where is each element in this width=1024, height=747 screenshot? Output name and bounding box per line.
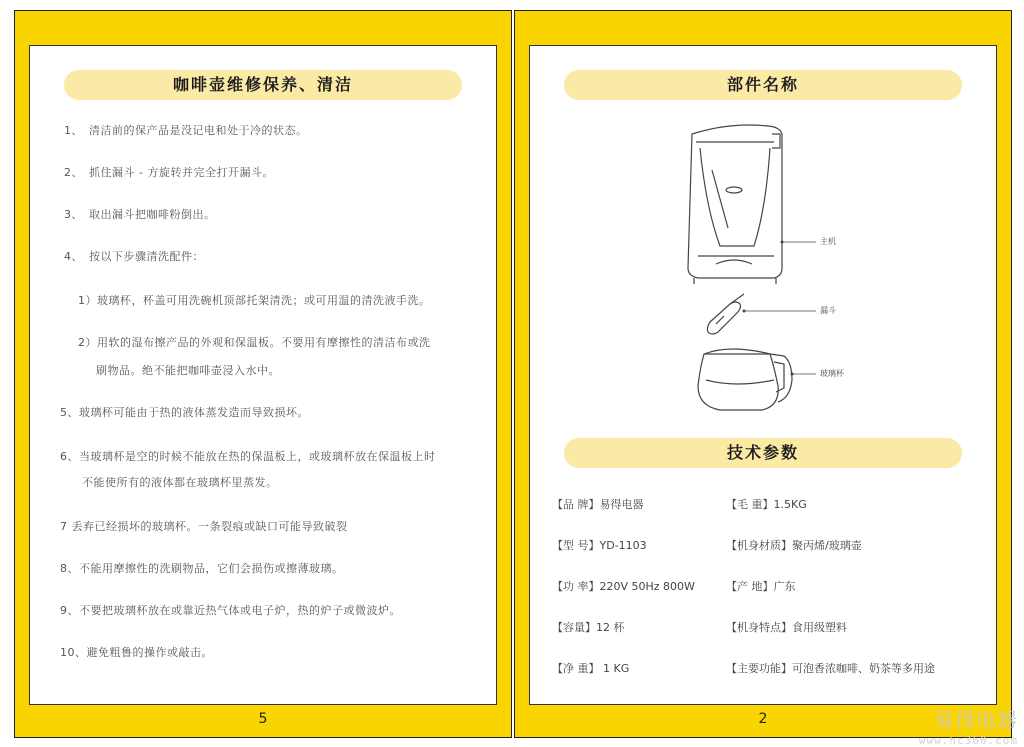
- callout-funnel: 漏斗: [820, 306, 836, 315]
- spec-net-weight: 【净 重】 1 KG: [552, 662, 630, 675]
- list-item: 8、不能用摩擦性的洗刷物品，它们会损伤或擦薄玻璃。: [60, 562, 344, 575]
- list-item: 2）用软的湿布擦产品的外观和保温板。不要用有摩擦性的清洁布或洗: [78, 336, 431, 349]
- spec-capacity: 【容量】12 杯: [552, 621, 625, 634]
- page-number: 5: [258, 711, 268, 727]
- spec-power: 【功 率】220V 50Hz 800W: [552, 580, 695, 593]
- spec-material: 【机身材质】聚丙烯/玻璃壶: [726, 539, 862, 552]
- left-page-content: [29, 45, 497, 705]
- left-page: [14, 10, 512, 738]
- list-item: 6、当玻璃杯是空的时候不能放在热的保温板上，或玻璃杯放在保温板上时: [60, 450, 436, 463]
- list-item: 3、 取出漏斗把咖啡粉倒出。: [64, 208, 216, 221]
- spec-features: 【机身特点】食用级塑料: [726, 621, 847, 634]
- spec-gross-weight: 【毛 重】1.5KG: [726, 498, 807, 511]
- list-item: 2、 抓住漏斗 - 方旋转并完全打开漏斗。: [64, 166, 274, 179]
- watermark-url: www.hc360.com: [918, 734, 1018, 747]
- right-page-content: [529, 45, 997, 705]
- callout-carafe: 玻璃杯: [820, 369, 844, 378]
- right-page: [514, 10, 1012, 738]
- spec-origin: 【产 地】广东: [726, 580, 796, 593]
- coffee-maker-body: [688, 125, 782, 284]
- list-item: 1、 清洁前的保产品是没记电和处于冷的状态。: [64, 124, 308, 137]
- filter-funnel: [707, 294, 744, 334]
- list-item: 1）玻璃杯，杯盖可用洗碗机顶部托架清洗；或可用温的清洗液手洗。: [78, 294, 431, 307]
- page-number: 2: [758, 711, 768, 727]
- maintenance-title: 咖啡壶维修保养、清洁: [64, 70, 462, 100]
- list-item: 7 丢弃已经损坏的玻璃杯。一条裂痕或缺口可能导致破裂: [60, 520, 348, 533]
- glass-carafe: [698, 349, 792, 410]
- list-item: 9、不要把玻璃杯放在或靠近热气体或电子炉，热的炉子或微波炉。: [60, 604, 401, 617]
- list-item: 不能使所有的液体都在玻璃杯里蒸发。: [82, 476, 278, 489]
- specs-title: 技术参数: [564, 438, 962, 468]
- list-item: 刷物品。绝不能把咖啡壶浸入水中。: [96, 364, 280, 377]
- spec-brand: 【品 牌】易得电器: [552, 498, 644, 511]
- spec-functions: 【主要功能】可泡香浓咖啡、奶茶等多用途: [726, 662, 935, 675]
- list-item: 4、 按以下步骤清洗配件：: [64, 250, 204, 263]
- parts-title: 部件名称: [564, 70, 962, 100]
- list-item: 10、避免粗鲁的操作或敲击。: [60, 646, 213, 659]
- list-item: 5、玻璃杯可能由于热的液体蒸发造而导致损坏。: [60, 406, 309, 419]
- watermark-brand: 易得电器: [934, 708, 1018, 732]
- callout-main-unit: 主机: [820, 237, 836, 246]
- spec-model: 【型 号】YD-1103: [552, 539, 647, 552]
